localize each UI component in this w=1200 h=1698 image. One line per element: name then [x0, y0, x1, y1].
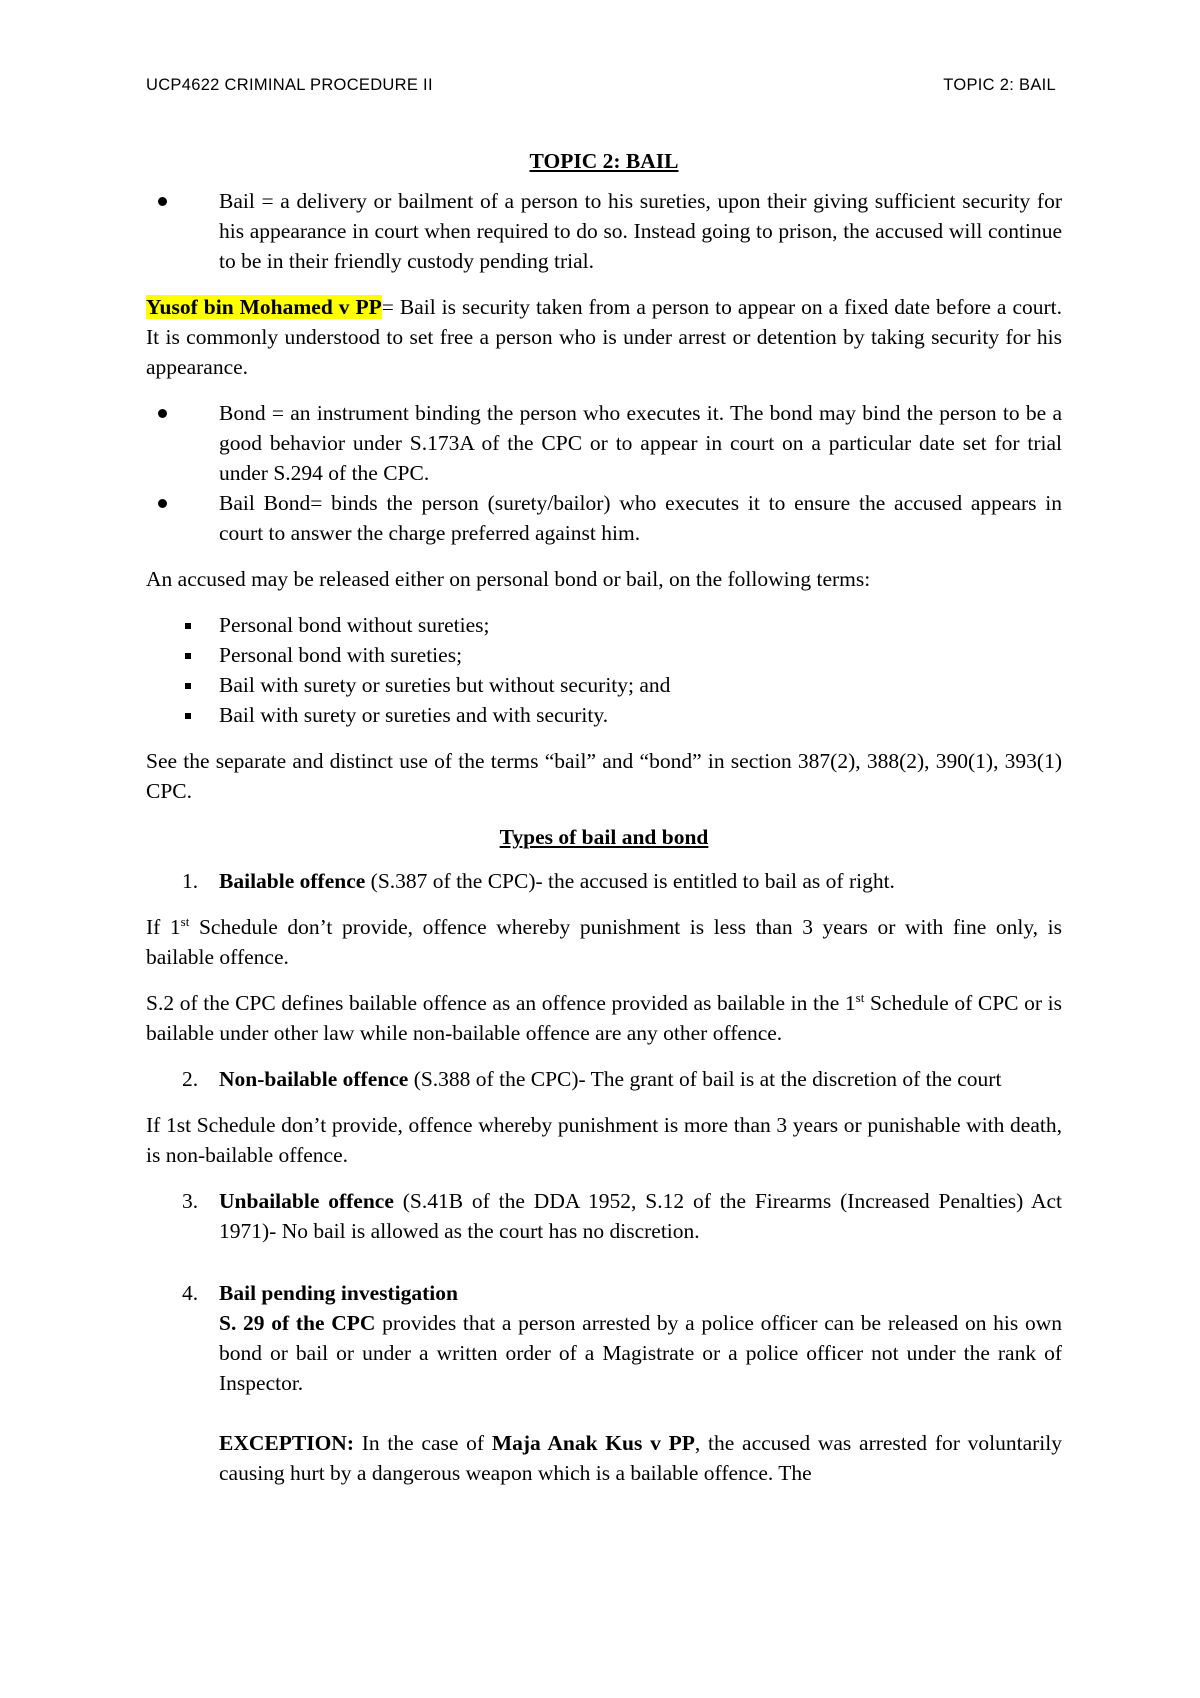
bullet-icon [158, 197, 167, 206]
term-text: Personal bond with sureties; [219, 643, 463, 667]
square-bullet-icon [185, 683, 191, 689]
bullet-bond-definition [146, 398, 1062, 488]
paragraph-if-non-bailable: If 1st Schedule don’t provide, offence whereby punishment is more than 3 years or punishable with death, is non-bailable offence. [146, 1113, 1062, 1167]
paragraph-released-intro: An accused may be released either on personal bond or bail, on the following terms: [146, 567, 871, 591]
case-name: Maja Anak Kus v PP [491, 1431, 695, 1455]
header-course-title: UCP4622 CRIMINAL PROCEDURE II [146, 76, 433, 94]
numbered-item-2 [146, 1064, 1062, 1094]
item-number: 4. [182, 1281, 199, 1305]
bullet-icon [158, 499, 167, 508]
square-bullet-icon [185, 623, 191, 629]
item-text: (S.41B of the DDA 1952, S.12 of the Firearms (Increased Penalties) Act 1971)- No bail is allowed as the court has no discretion. [219, 1189, 1062, 1243]
paragraph-yusof [146, 292, 1062, 382]
item-label: Unbailable offence [219, 1189, 394, 1213]
paragraph-see-note: See the separate and distinct use of the terms “bail” and “bond” in section 387(2), 388(2), 390(1), 393(1) CPC. [146, 749, 1062, 803]
item-label: Non-bailable offence [219, 1067, 409, 1091]
term-item [146, 640, 1062, 670]
square-bullet-icon [185, 713, 191, 719]
s29-label: S. 29 of the CPC [219, 1311, 376, 1335]
item-number: 2. [182, 1067, 199, 1091]
term-item [146, 700, 1062, 730]
section-heading-types: Types of bail and bond [499, 825, 709, 849]
paragraph-text: = Bail is security taken from a person to appear on a fixed date before a court. It is commonly understood to set free a person who is under arrest or detention by taking security for his appearance. [146, 295, 1062, 379]
bullet-text: Bail Bond= binds the person (surety/bailor) who executes it to ensure the accused appears in court to answer the charge preferred against him. [219, 491, 1062, 545]
item-text: (S.388 of the CPC)- The grant of bail is at the discretion of the court [408, 1067, 1002, 1091]
term-item [146, 670, 1062, 700]
numbered-item-3 [146, 1186, 1062, 1246]
bullet-text: Bail = a delivery or bailment of a person to his sureties, upon their giving sufficient security for his appearance in court when required to do so. Instead going to prison, the accused will continue to be in their friendly custody pending trial. [219, 189, 1062, 273]
item-text: (S.387 of the CPC)- the accused is entitled to bail as of right. [365, 869, 895, 893]
item-number: 1. [182, 869, 199, 893]
case-name-highlight: Yusof bin Mohamed v PP [146, 295, 382, 319]
item-number: 3. [182, 1189, 199, 1213]
page-title: TOPIC 2: BAIL [529, 149, 679, 173]
document-body [146, 146, 1062, 1488]
paragraph-s2-definition: S.2 of the CPC defines bailable offence as an offence provided as bailable in the 1st Schedule of CPC or is bailable under other law while non-bailable offence are any other offence. [146, 989, 1062, 1045]
bullet-text: Bond = an instrument binding the person who executes it. The bond may bind the person to be a good behavior under S.173A of the CPC or to appear in court on a particular date set for trial under S.294 of the CPC. [219, 401, 1062, 485]
term-item [146, 610, 1062, 640]
spacer [146, 1262, 1062, 1278]
term-text: Bail with surety or sureties and with security. [219, 703, 609, 727]
bullet-bail-bond-definition [146, 488, 1062, 548]
square-bullet-icon [185, 653, 191, 659]
term-text: Personal bond without sureties; [219, 613, 490, 637]
header-topic-title: TOPIC 2: BAIL [943, 76, 1056, 94]
paragraph-if-first-schedule: If 1st Schedule don’t provide, offence whereby punishment is less than 3 years or with fine only, is bailable offence. [146, 913, 1062, 969]
term-text: Bail with surety or sureties but without security; and [219, 673, 671, 697]
s29-text: provides that a person arrested by a police officer can be released on his own bond or bail or under a written order of a Magistrate or a police officer not under the rank of Inspector. [219, 1311, 1062, 1395]
bullet-bail-definition [146, 186, 1062, 276]
numbered-item-4: 4. Bail pending investigation S. 29 of the CPC provides that a person arrested by a police officer can be released on his own bond or bail or under a written order of a Magistrate or a police officer not under the rank of Inspector. EXCEPTION: In the case of Maja Anak Kus v PP, the accused was arrested for voluntarily causing hurt by a dangerous weapon which is a bailable offence. The [146, 1278, 1062, 1488]
item-label: Bailable offence [219, 869, 366, 893]
numbered-item-1 [146, 866, 1062, 896]
exception-label: EXCEPTION: [219, 1431, 354, 1455]
bullet-icon [158, 409, 167, 418]
item-label: Bail pending investigation [219, 1281, 458, 1305]
